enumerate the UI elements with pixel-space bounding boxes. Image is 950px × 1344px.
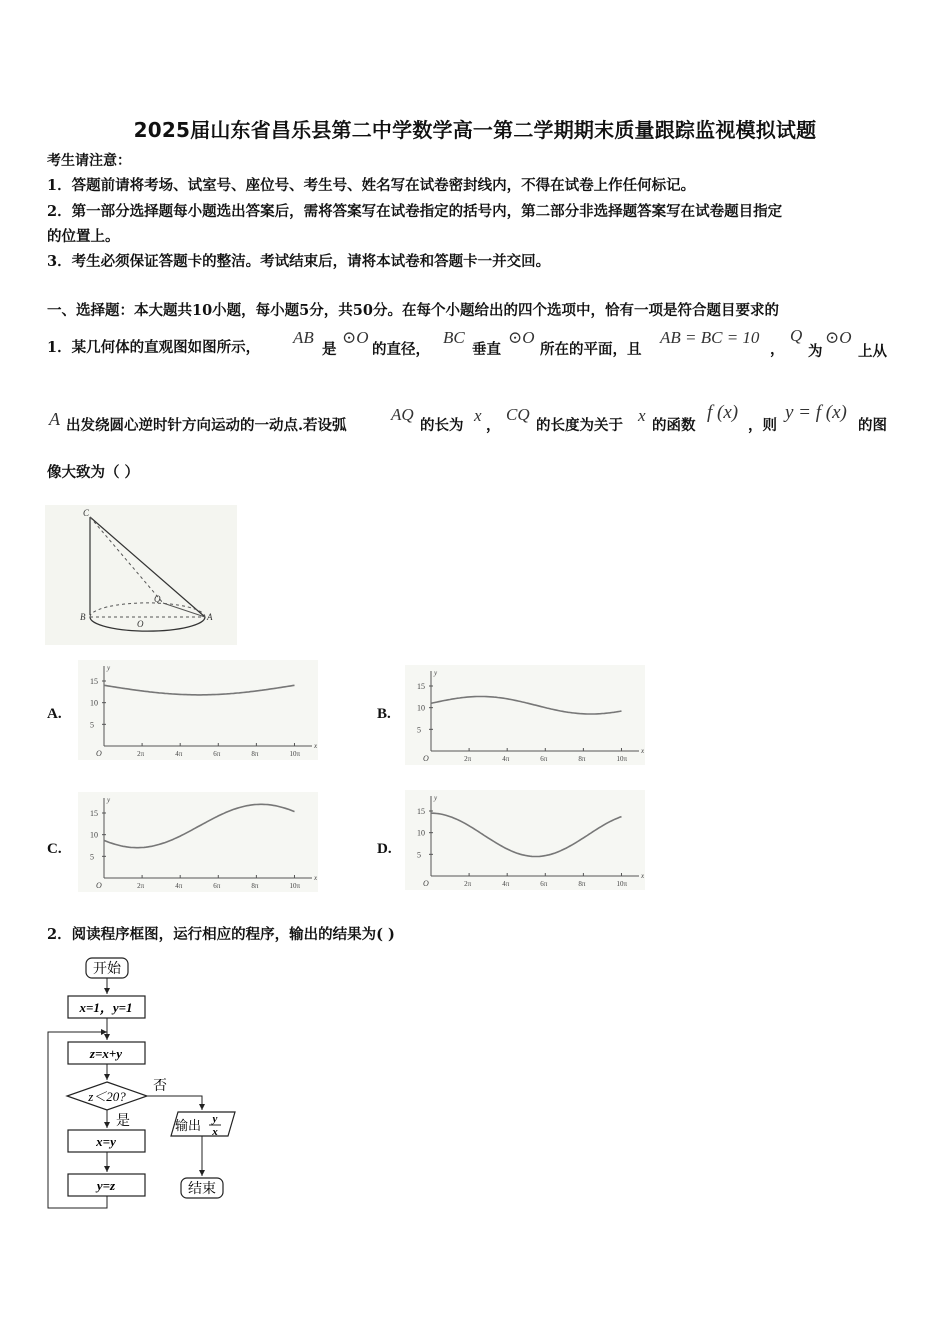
x-tick-label: 10π <box>616 880 628 888</box>
option-D-graph <box>405 790 645 890</box>
flow-init-text: x=1，y=1 <box>79 1000 133 1015</box>
q1-number: 1．某几何体的直观图如图所示， <box>47 339 261 356</box>
label-Q: Q <box>154 594 161 604</box>
origin-label: O <box>96 749 102 758</box>
option-label-C: C. <box>47 841 62 857</box>
label-O: O <box>137 619 144 629</box>
y-tick-label: 5 <box>90 852 94 862</box>
q1-geometry-figure <box>45 505 237 645</box>
x-tick-label: 8π <box>578 755 586 763</box>
q1-math-equation: AB = BC = 10 <box>660 328 760 347</box>
y-tick-label: 10 <box>90 830 98 840</box>
x-tick-label: 6π <box>213 882 221 890</box>
flow-yes-label: 是 <box>116 1114 130 1129</box>
graph-background <box>405 790 645 890</box>
q1-text: ， <box>770 341 785 358</box>
flow-frac-num: y <box>212 1113 218 1125</box>
x-tick-label: 10π <box>616 755 628 763</box>
notice-item-2: 2．第一部分选择题每小题选出答案后，需将答案写在试卷指定的括号内，第二部分非选择题答案写在试卷题目指定 <box>47 203 783 220</box>
q1-text-end: 像大致为（ ） <box>47 464 140 481</box>
q1-math-Q: Q <box>790 326 803 345</box>
y-tick-label: 10 <box>417 828 425 838</box>
x-tick-label: 10π <box>289 882 301 890</box>
q1-text: 是 <box>322 341 337 358</box>
flow-start-text: 开始 <box>93 962 121 977</box>
flow-condition-text: z＜20? <box>88 1089 126 1104</box>
notice-item-2-cont: 的位置上。 <box>47 228 120 245</box>
y-tick-label: 10 <box>90 698 98 708</box>
q1-text: 出发绕圆心逆时针方向运动的一动点.若设弧 <box>66 417 347 434</box>
option-A-graph <box>78 660 318 760</box>
x-tick-label: 2π <box>137 882 145 890</box>
x-tick-label: 2π <box>137 750 145 758</box>
flow-output-text: 输出 <box>175 1118 202 1133</box>
q1-math-fx: f (x) <box>707 402 739 423</box>
y-tick-label: 10 <box>417 703 425 713</box>
y-axis-label: y <box>107 664 111 672</box>
q1-math-arc-AQ: AQ <box>391 405 414 424</box>
q1-math-BC: BC <box>443 328 465 347</box>
q2-flowchart <box>40 950 260 1215</box>
q1-math-circle-O: ⊙O <box>825 328 852 347</box>
flow-no-label: 否 <box>153 1079 167 1094</box>
origin-label: O <box>423 879 429 888</box>
x-tick-label: 4π <box>175 882 183 890</box>
question-1-line1 <box>47 336 260 357</box>
question-2-text: 2．阅读程序框图，运行相应的程序，输出的结果为( ) <box>47 926 395 943</box>
q1-text: 上从 <box>858 343 887 360</box>
y-tick-label: 15 <box>90 809 98 818</box>
notice-heading: 考生请注意： <box>47 153 131 169</box>
x-tick-label: 4π <box>175 750 183 758</box>
q1-math-x: x <box>638 406 646 425</box>
graph-background <box>78 660 318 760</box>
q1-text: 的函数 <box>652 417 696 434</box>
x-tick-label: 6π <box>540 755 548 763</box>
label-A: A <box>207 612 213 622</box>
option-B-graph <box>405 665 645 765</box>
x-tick-label: 2π <box>464 755 472 763</box>
q1-math-x: x <box>474 406 482 425</box>
q1-math-AB: AB <box>293 328 314 347</box>
q1-text: 为 <box>808 343 823 360</box>
x-tick-label: 6π <box>540 880 548 888</box>
x-axis-label: x <box>641 872 645 880</box>
y-tick-label: 5 <box>90 720 94 730</box>
x-axis-label: x <box>314 742 318 750</box>
y-axis-label: y <box>107 796 111 804</box>
origin-label: O <box>423 754 429 763</box>
q1-text: 的长为 <box>420 417 464 434</box>
notice-item-3: 3．考生必须保证答题卡的整洁。考试结束后，请将本试卷和答题卡一并交回。 <box>47 253 551 270</box>
section-heading: 一、选择题：本大题共10小题，每小题5分，共50分。在每个小题给出的四个选项中，恰有一项是符合题目要求的 <box>47 302 779 319</box>
x-tick-label: 4π <box>502 755 510 763</box>
y-tick-label: 15 <box>417 682 425 691</box>
label-C: C <box>83 508 90 518</box>
x-tick-label: 2π <box>464 880 472 888</box>
x-tick-label: 4π <box>502 880 510 888</box>
graph-background <box>405 665 645 765</box>
q1-math-y-eq-fx: y = f (x) <box>785 402 847 423</box>
q1-text: 的图 <box>858 417 887 434</box>
x-tick-label: 8π <box>251 882 259 890</box>
flow-frac-den: x <box>212 1126 218 1138</box>
q1-text: 所在的平面，且 <box>540 341 642 358</box>
q1-text: 的直径， <box>372 341 430 358</box>
y-tick-label: 15 <box>90 677 98 686</box>
q1-math-A: A <box>49 409 60 429</box>
y-tick-label: 15 <box>417 807 425 816</box>
q1-math-circle-O: ⊙O <box>342 328 369 347</box>
y-axis-label: y <box>434 794 438 802</box>
q1-math-circle-O: ⊙O <box>508 328 535 347</box>
origin-label: O <box>96 881 102 890</box>
x-axis-label: x <box>314 874 318 882</box>
flow-end-text: 结束 <box>188 1182 216 1197</box>
q1-text: ，则 <box>748 417 777 434</box>
q1-text: 的长度为关于 <box>536 417 623 434</box>
page-title: 2025届山东省昌乐县第二中学数学高一第二学期期末质量跟踪监视模拟试题 <box>133 118 817 142</box>
option-label-B: B. <box>377 706 391 722</box>
flow-assign-y-text: y=z <box>96 1178 116 1193</box>
label-B: B <box>80 612 86 622</box>
x-tick-label: 8π <box>251 750 259 758</box>
notice-item-1: 1．答题前请将考场、试室号、座位号、考生号、姓名写在试卷密封线内，不得在试卷上作任何标记。 <box>47 177 696 194</box>
y-axis-label: y <box>434 669 438 677</box>
y-tick-label: 5 <box>417 725 421 735</box>
option-label-D: D. <box>377 841 392 857</box>
flow-step-text: z=x+y <box>89 1046 123 1061</box>
option-label-A: A. <box>47 706 62 722</box>
option-C-graph <box>78 792 318 892</box>
flow-assign-x-text: x=y <box>96 1134 116 1149</box>
q1-text: 垂直 <box>472 341 501 358</box>
y-tick-label: 5 <box>417 850 421 860</box>
x-tick-label: 8π <box>578 880 586 888</box>
q1-text: ， <box>486 417 501 434</box>
x-tick-label: 6π <box>213 750 221 758</box>
q1-math-CQ: CQ <box>506 405 530 424</box>
x-tick-label: 10π <box>289 750 301 758</box>
x-axis-label: x <box>641 747 645 755</box>
